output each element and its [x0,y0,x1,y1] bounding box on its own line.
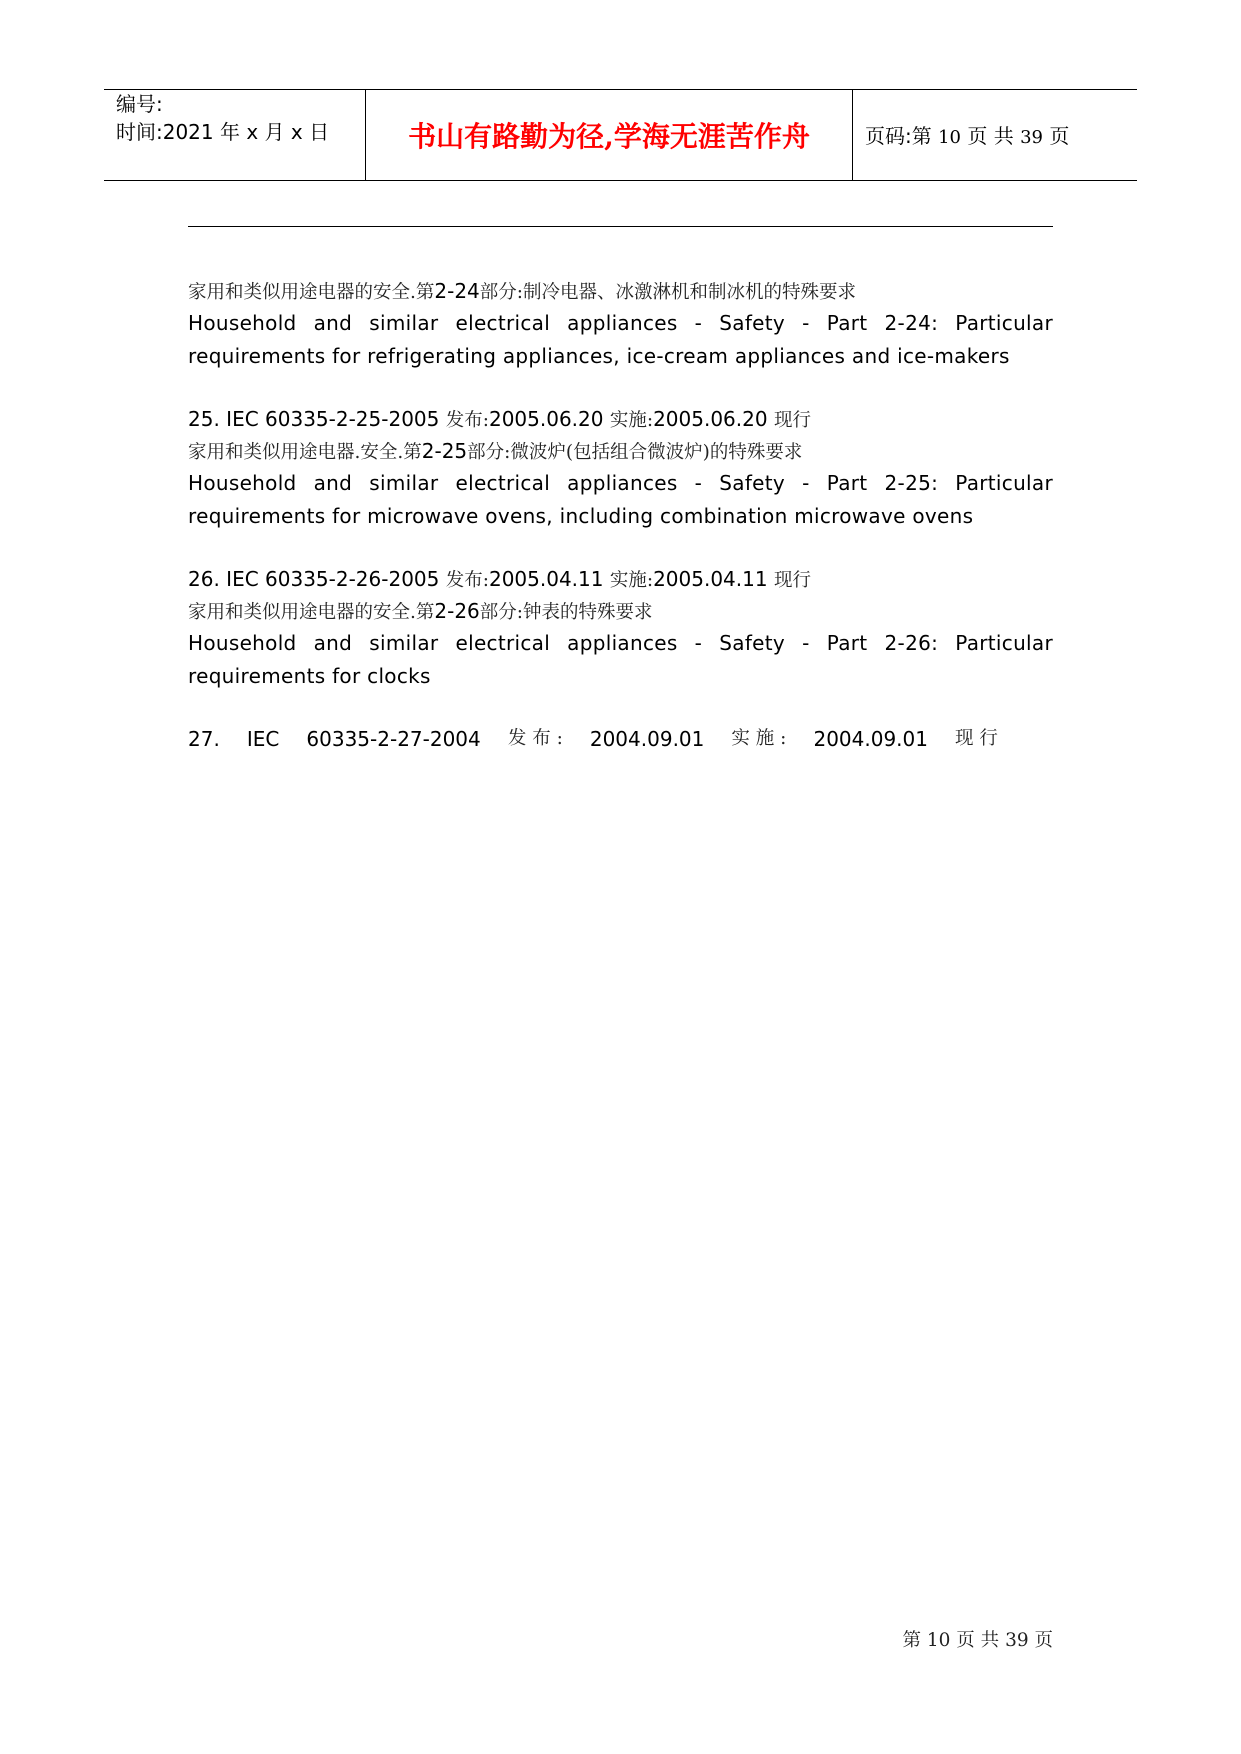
header-motto: 书山有路勤为径,学海无涯苦作舟 [408,120,810,153]
entry-heading [188,403,1053,435]
publish-label: 发布: [445,410,489,431]
implement-date: 2005.04.11 [653,567,768,591]
page-header [104,89,1137,181]
publish-label: 发 布 : [507,728,563,749]
publish-date: 2005.06.20 [488,407,604,431]
entry-english-title: Household and similar electrical appliances - Safety - Part 2-24: Particular requirements for refrigerating appliances, ice-cream appliances and ice-makers [188,311,1053,368]
standard-entry [188,403,1053,532]
page-code-prefix: 页码:第 [865,124,939,148]
document-number-label: 编号: [116,92,163,116]
standard-entry [188,723,1053,755]
implement-date: 2004.09.01 [813,727,928,751]
page-footer-number: 第 10 页 共 39 页 [902,1630,1053,1651]
entry-code: 25. IEC 60335-2-25-2005 [188,407,440,431]
document-body [188,275,1053,755]
page-code-current: 10 [938,127,962,148]
entry-number: 27. [188,727,220,751]
entry-heading [188,563,1053,595]
standard-entry [188,563,1053,692]
publish-date: 2004.09.01 [589,727,705,751]
status-label: 现 行 [955,728,998,749]
entry-english-title: Household and similar electrical appliances - Safety - Part 2-25: Particular requirements for microwave ovens, including combination microwave ovens [188,471,1053,528]
header-page-code-cell [853,90,1137,180]
implement-label: 实施: [609,570,654,591]
publish-label: 发布: [445,570,489,591]
page-code-total: 39 [1020,127,1043,148]
standard-entry [188,275,1053,372]
header-page-code [865,123,1069,151]
entry-heading [188,723,998,755]
entry-english-title: Household and similar electrical appliances - Safety - Part 2-26: Particular requirements for clocks [188,631,1053,688]
header-divider [188,226,1053,227]
implement-date: 2005.06.20 [653,407,768,431]
header-motto-cell [366,90,853,180]
status-label: 现行 [773,410,811,431]
entry-code: 60335-2-27-2004 [306,727,481,751]
status-label: 现行 [773,570,811,591]
header-info-cell [104,90,366,180]
implement-label: 实施: [609,410,654,431]
implement-label: 实 施 : [731,728,787,749]
page-code-suffix: 页 [1043,124,1070,148]
entry-chinese-title: 家用和类似用途电器的安全.第2-26部分:钟表的特殊要求 [188,599,653,623]
publish-date: 2005.04.11 [488,567,604,591]
entry-code: 26. IEC 60335-2-26-2005 [188,567,440,591]
entry-code-prefix: IEC [246,727,280,751]
entry-chinese-title: 家用和类似用途电器.安全.第2-25部分:微波炉(包括组合微波炉)的特殊要求 [188,439,803,463]
page-code-mid: 页 共 [961,124,1021,148]
entry-chinese-title: 家用和类似用途电器的安全.第2-24部分:制冷电器、冰激淋机和制冰机的特殊要求 [188,279,857,303]
document-time-label: 时间:2021 年 x 月 x 日 [116,120,330,144]
